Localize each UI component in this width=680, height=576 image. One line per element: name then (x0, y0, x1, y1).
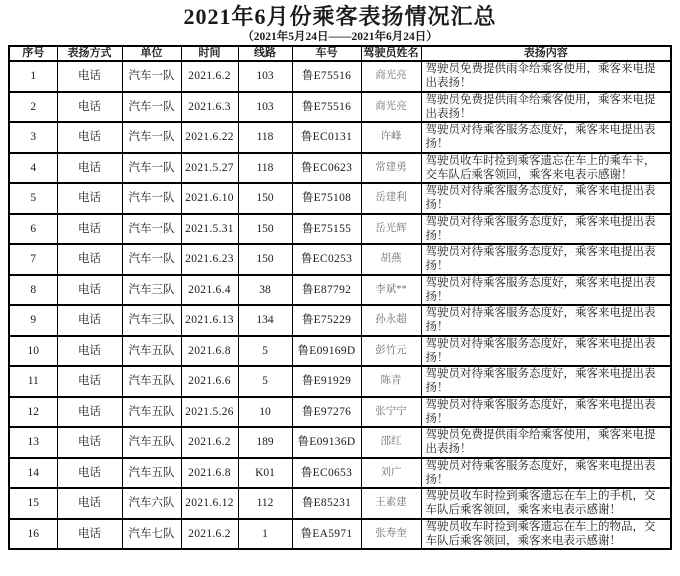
cell-method: 电话 (57, 427, 122, 458)
table-row (9, 275, 671, 306)
cell-bus: 鲁EC0131 (292, 122, 361, 153)
cell-bus: 鲁EC0253 (292, 244, 361, 275)
cell-serial: 14 (9, 458, 57, 489)
cell-serial: 8 (9, 275, 57, 306)
cell-unit: 汽车一队 (122, 244, 181, 275)
cell-route: 118 (238, 153, 292, 184)
cell-method: 电话 (57, 519, 122, 550)
cell-content: 驾驶员对待乘客服务态度好，乘客来电提出表扬！ (421, 397, 671, 428)
cell-date: 2021.6.13 (181, 305, 238, 336)
table-row (9, 305, 671, 336)
cell-method: 电话 (57, 244, 122, 275)
table-row (9, 153, 671, 184)
cell-date: 2021.6.10 (181, 183, 238, 214)
cell-method: 电话 (57, 275, 122, 306)
cell-serial: 16 (9, 519, 57, 550)
cell-route: 103 (238, 61, 292, 92)
cell-method: 电话 (57, 336, 122, 367)
cell-driver: 李斌** (361, 275, 421, 306)
cell-content: 驾驶员对待乘客服务态度好，乘客来电提出表扬！ (421, 122, 671, 153)
table-row (9, 61, 671, 92)
cell-serial: 11 (9, 366, 57, 397)
table-row (9, 122, 671, 153)
cell-driver: 张宁宁 (361, 397, 421, 428)
cell-route: 150 (238, 183, 292, 214)
cell-method: 电话 (57, 305, 122, 336)
cell-bus: 鲁E75516 (292, 92, 361, 123)
cell-driver: 岳建利 (361, 183, 421, 214)
cell-serial: 2 (9, 92, 57, 123)
col-header-bus: 车号 (292, 46, 361, 61)
cell-method: 电话 (57, 61, 122, 92)
cell-driver: 胡燕 (361, 244, 421, 275)
cell-unit: 汽车三队 (122, 305, 181, 336)
cell-route: 112 (238, 488, 292, 519)
cell-unit: 汽车一队 (122, 183, 181, 214)
table-row (9, 397, 671, 428)
table-row (9, 488, 671, 519)
col-header-driver: 驾驶员姓名 (361, 46, 421, 61)
cell-route: 5 (238, 336, 292, 367)
cell-content: 驾驶员收车时捡到乘客遗忘在车上的乘车卡，交车队后乘客领回，乘客来电表示感谢！ (421, 153, 671, 184)
cell-unit: 汽车一队 (122, 153, 181, 184)
cell-unit: 汽车七队 (122, 519, 181, 550)
col-header-date: 时间 (181, 46, 238, 61)
cell-driver: 许峰 (361, 122, 421, 153)
cell-method: 电话 (57, 488, 122, 519)
cell-date: 2021.6.2 (181, 519, 238, 550)
col-header-route: 线路 (238, 46, 292, 61)
cell-unit: 汽车五队 (122, 336, 181, 367)
cell-content: 驾驶员对待乘客服务态度好，乘客来电提出表扬！ (421, 305, 671, 336)
cell-bus: 鲁E75108 (292, 183, 361, 214)
cell-bus: 鲁EC0623 (292, 153, 361, 184)
cell-unit: 汽车一队 (122, 122, 181, 153)
table-header-row (9, 46, 671, 61)
table-body (9, 61, 671, 549)
cell-serial: 10 (9, 336, 57, 367)
cell-bus: 鲁E75516 (292, 61, 361, 92)
cell-content: 驾驶员免费提供雨伞给乘客使用，乘客来电提出表扬！ (421, 92, 671, 123)
cell-serial: 7 (9, 244, 57, 275)
cell-method: 电话 (57, 366, 122, 397)
cell-unit: 汽车六队 (122, 488, 181, 519)
table-row (9, 214, 671, 245)
cell-serial: 13 (9, 427, 57, 458)
cell-date: 2021.6.6 (181, 366, 238, 397)
table-header (9, 46, 671, 61)
cell-driver: 彭竹元 (361, 336, 421, 367)
table-row (9, 427, 671, 458)
cell-unit: 汽车五队 (122, 458, 181, 489)
cell-unit: 汽车三队 (122, 275, 181, 306)
cell-driver: 岳光辉 (361, 214, 421, 245)
cell-bus: 鲁E85231 (292, 488, 361, 519)
cell-unit: 汽车五队 (122, 366, 181, 397)
praise-summary-table (8, 45, 672, 550)
cell-date: 2021.6.3 (181, 92, 238, 123)
cell-date: 2021.6.22 (181, 122, 238, 153)
cell-content: 驾驶员对待乘客服务态度好，乘客来电提出表扬！ (421, 244, 671, 275)
cell-unit: 汽车一队 (122, 214, 181, 245)
table-row (9, 366, 671, 397)
cell-bus: 鲁E97276 (292, 397, 361, 428)
cell-method: 电话 (57, 122, 122, 153)
cell-driver: 商光亮 (361, 61, 421, 92)
cell-date: 2021.6.8 (181, 458, 238, 489)
cell-bus: 鲁E91929 (292, 366, 361, 397)
table-row (9, 92, 671, 123)
cell-bus: 鲁E09169D (292, 336, 361, 367)
cell-route: 150 (238, 244, 292, 275)
cell-method: 电话 (57, 92, 122, 123)
cell-method: 电话 (57, 397, 122, 428)
cell-bus: 鲁EC0653 (292, 458, 361, 489)
cell-serial: 6 (9, 214, 57, 245)
cell-route: 118 (238, 122, 292, 153)
cell-driver: 常建勇 (361, 153, 421, 184)
cell-content: 驾驶员免费提供雨伞给乘客使用，乘客来电提出表扬！ (421, 61, 671, 92)
cell-date: 2021.5.26 (181, 397, 238, 428)
cell-method: 电话 (57, 183, 122, 214)
cell-content: 驾驶员对待乘客服务态度好，乘客来电提出表扬！ (421, 366, 671, 397)
cell-date: 2021.6.2 (181, 61, 238, 92)
cell-method: 电话 (57, 214, 122, 245)
cell-bus: 鲁EA5971 (292, 519, 361, 550)
cell-unit: 汽车一队 (122, 92, 181, 123)
cell-serial: 12 (9, 397, 57, 428)
cell-route: 38 (238, 275, 292, 306)
cell-unit: 汽车一队 (122, 61, 181, 92)
table-row (9, 458, 671, 489)
cell-route: 5 (238, 366, 292, 397)
cell-driver: 王素建 (361, 488, 421, 519)
cell-driver: 孙永超 (361, 305, 421, 336)
cell-driver: 张寿奎 (361, 519, 421, 550)
col-header-serial: 序号 (9, 46, 57, 61)
cell-content: 驾驶员收车时捡到乘客遗忘在车上的手机，交车队后乘客领回，乘客来电表示感谢！ (421, 488, 671, 519)
cell-driver: 邵红 (361, 427, 421, 458)
cell-driver: 商光亮 (361, 92, 421, 123)
cell-serial: 5 (9, 183, 57, 214)
cell-route: 134 (238, 305, 292, 336)
table-row (9, 244, 671, 275)
cell-bus: 鲁E87792 (292, 275, 361, 306)
col-header-content: 表扬内容 (421, 46, 671, 61)
cell-driver: 刘广 (361, 458, 421, 489)
cell-route: 150 (238, 214, 292, 245)
cell-content: 驾驶员对待乘客服务态度好，乘客来电提出表扬！ (421, 183, 671, 214)
cell-serial: 9 (9, 305, 57, 336)
cell-content: 驾驶员对待乘客服务态度好，乘客来电提出表扬！ (421, 275, 671, 306)
table-row (9, 519, 671, 550)
cell-date: 2021.6.12 (181, 488, 238, 519)
cell-serial: 4 (9, 153, 57, 184)
page-subtitle: （2021年5月24日——2021年6月24日） (242, 31, 438, 43)
cell-method: 电话 (57, 458, 122, 489)
cell-serial: 3 (9, 122, 57, 153)
cell-route: 103 (238, 92, 292, 123)
cell-date: 2021.6.2 (181, 427, 238, 458)
cell-serial: 15 (9, 488, 57, 519)
cell-content: 驾驶员对待乘客服务态度好，乘客来电提出表扬！ (421, 214, 671, 245)
cell-bus: 鲁E75155 (292, 214, 361, 245)
cell-bus: 鲁E75229 (292, 305, 361, 336)
cell-route: 1 (238, 519, 292, 550)
cell-date: 2021.6.8 (181, 336, 238, 367)
cell-method: 电话 (57, 153, 122, 184)
cell-content: 驾驶员对待乘客服务态度好，乘客来电提出表扬！ (421, 336, 671, 367)
cell-route: 10 (238, 397, 292, 428)
cell-serial: 1 (9, 61, 57, 92)
cell-unit: 汽车五队 (122, 397, 181, 428)
cell-content: 驾驶员免费提供雨伞给乘客使用，乘客来电提出表扬！ (421, 427, 671, 458)
cell-date: 2021.6.4 (181, 275, 238, 306)
table-row (9, 183, 671, 214)
col-header-method: 表扬方式 (57, 46, 122, 61)
cell-content: 驾驶员对待乘客服务态度好，乘客来电提出表扬！ (421, 458, 671, 489)
col-header-unit: 单位 (122, 46, 181, 61)
cell-route: K01 (238, 458, 292, 489)
page-title: 2021年6月份乘客表扬情况汇总 (183, 4, 497, 29)
cell-unit: 汽车五队 (122, 427, 181, 458)
cell-driver: 陈青 (361, 366, 421, 397)
table-row (9, 336, 671, 367)
cell-bus: 鲁E09136D (292, 427, 361, 458)
cell-date: 2021.5.31 (181, 214, 238, 245)
cell-date: 2021.5.27 (181, 153, 238, 184)
cell-route: 189 (238, 427, 292, 458)
cell-date: 2021.6.23 (181, 244, 238, 275)
cell-content: 驾驶员收车时捡到乘客遗忘在车上的物品，交车队后乘客领回，乘客来电表示感谢！ (421, 519, 671, 550)
